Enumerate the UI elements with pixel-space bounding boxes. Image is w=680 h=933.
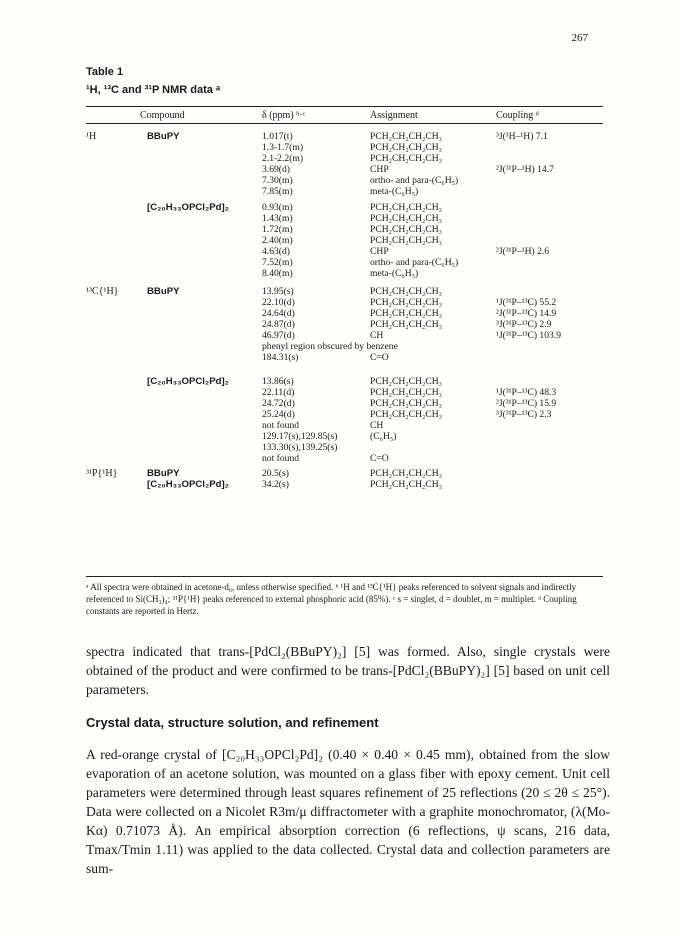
shift-cell: 1.72(m) [262,224,293,235]
assignment-cell: meta-(C₆H₅) [370,268,419,279]
shift-cell: 133.30(s),139.25(s) [262,442,338,453]
shift-cell: 7.85(m) [262,186,293,197]
col-header-shift: δ (ppm) ᵇ·ᶜ [262,110,306,121]
col-header-compound: Compound [140,110,185,121]
paragraph-1: spectra indicated that trans-[PdCl₂(BBuPY)₂] [5] was formed. Also, single crystals were obtained of the product and were confirmed to be trans-[PdCl₂(BBuPY)₂] [5] based on unit cell parameters. [86,644,610,697]
shift-cell: 46.97(d) [262,330,295,341]
shift-cell: 7.30(m) [262,175,293,186]
assignment-cell: PCH₂CH₂CH₂CH₃ [370,235,443,246]
compound-label: [C₂₀H₃₃OPCl₂Pd]₂ [147,479,229,490]
assignment-cell: PCH₂CH₂CH₂CH₃ [370,479,443,490]
coupling-cell: ²J(³¹P–¹H) 14.7 [496,164,554,175]
coupling-cell: ¹J(³¹P–¹³C) 55.2 [496,297,557,308]
assignment-cell: PCH₂CH₂CH₂CH₃ [370,224,443,235]
assignment-cell: CHP [370,246,389,257]
shift-cell: 7.52(m) [262,257,293,268]
assignment-cell: PCH₂CH₂CH₂CH₃ [370,398,443,409]
coupling-cell: ¹J(³¹P–¹³C) 103.9 [496,330,562,341]
assignment-cell: PCH₂CH₂CH₂CH₃ [370,213,443,224]
shift-cell: 25.24(d) [262,409,295,420]
page-number: 267 [571,32,588,44]
coupling-cell: ²J(³¹P–¹H) 2.6 [496,246,550,257]
assignment-cell: PCH₂CH₂CH₂CH₃ [370,131,443,142]
shift-cell: 24.72(d) [262,398,295,409]
compound-label: BBuPY [147,286,180,297]
assignment-cell: ortho- and para-(C₆H₅) [370,175,459,186]
assignment-cell: PCH₂CH₂CH₂CH₃ [370,308,443,319]
assignment-cell: PCH₂CH₂CH₂CH₃ [370,468,443,479]
compound-label: BBuPY [147,468,180,479]
table-footnote: ᵃ All spectra were obtained in acetone-d₆, unless otherwise specified. ᵇ ¹H and ¹³C{¹H} peaks referenced to solvent signals and indirectly referenced to Si(CH₃)₄; ³¹P{¹H} peaks referenced to external phosphoric acid (85%). ᶜ s = singlet, d = doublet, m = multiplet. ᵈ Coupling constants are reported in Hertz. [86,582,577,616]
assignment-cell: CH [370,330,384,341]
shift-cell: 129.17(s),129.85(s) [262,431,338,442]
table-top-rule [86,106,603,107]
shift-cell: 20.5(s) [262,468,289,479]
shift-cell: 22.10(d) [262,297,295,308]
nucleus-label: ³¹P{¹H} [86,468,118,479]
assignment-cell: CH [370,420,384,431]
assignment-cell: PCH₂CH₂CH₂CH₃ [370,297,443,308]
shift-cell: 13.95(s) [262,286,294,297]
table-header-rule [86,123,603,124]
table-caption: ¹H, ¹³C and ³¹P NMR data ᵃ [86,84,221,96]
shift-cell: 24.87(d) [262,319,295,330]
assignment-cell: PCH₂CH₂CH₂CH₃ [370,142,443,153]
col-header-coupling: Coupling ᵈ [496,110,539,121]
assignment-cell: PCH₂CH₂CH₂CH₃ [370,409,443,420]
shift-cell: 184.31(s) [262,352,299,363]
shift-cell: not found [262,420,300,431]
shift-cell: 1.43(m) [262,213,293,224]
shift-cell: 22.11(d) [262,387,295,398]
section-heading: Crystal data, structure solution, and refinement [86,715,379,730]
assignment-cell: PCH₂CH₂CH₂CH₃ [370,376,443,387]
shift-cell: 34.2(s) [262,479,289,490]
assignment-cell: PCH₂CH₂CH₂CH₃ [370,286,443,297]
shift-cell: 24.64(d) [262,308,295,319]
shift-cell: 3.69(d) [262,164,290,175]
assignment-cell: PCH₂CH₂CH₂CH₃ [370,202,443,213]
shift-cell: 13.86(s) [262,376,294,387]
paragraph-2: A red-orange crystal of [C₂₀H₃₃OPCl₂Pd]₂ (0.40 × 0.40 × 0.45 mm), obtained from the slow evaporation of an acetone solution, was mounted on a glass fiber with epoxy cement. Unit cell parameters were determined through least squares refinement of 25 reflections (20 ≤ 2θ ≤ 25°). Data were collected on a Nicolet R3m/μ diffractometer with a graphite monochromator, (λ(Mo-Kα) 0.71073 Å). An empirical absorption correction (6 reflections, ψ scans, 216 data, Tmax/Tmin 1.11) was applied to the data collected. Crystal data and collection parameters are sum- [86,747,610,876]
assignment-cell: C=O [370,453,389,464]
nucleus-label: ¹H [86,131,97,142]
coupling-cell: ²J(³¹P–¹³C) 14.9 [496,308,557,319]
shift-cell: phenyl region obscured by benzene [262,341,398,352]
table-title: Table 1 [86,66,124,78]
shift-cell: 2.1-2.2(m) [262,153,304,164]
assignment-cell: (C₆H₅) [370,431,397,442]
compound-label: BBuPY [147,131,180,142]
coupling-cell: ³J(³¹P–¹³C) 2.3 [496,409,552,420]
assignment-cell: PCH₂CH₂CH₂CH₃ [370,387,443,398]
shift-cell: 1.017(t) [262,131,293,142]
shift-cell: 2.40(m) [262,235,293,246]
shift-cell: 1.3-1.7(m) [262,142,304,153]
shift-cell: 0.93(m) [262,202,293,213]
compound-label: [C₂₀H₃₃OPCl₂Pd]₂ [147,376,229,387]
assignment-cell: PCH₂CH₂CH₂CH₃ [370,153,443,164]
assignment-cell: C=O [370,352,389,363]
shift-cell: 8.40(m) [262,268,293,279]
coupling-cell: ³J(¹H–¹H) 7.1 [496,131,548,142]
assignment-cell: CHP [370,164,389,175]
assignment-cell: ortho- and para-(C₆H₅) [370,257,459,268]
col-header-assignment: Assignment [370,110,418,121]
coupling-cell: ³J(³¹P–¹³C) 2.9 [496,319,552,330]
assignment-cell: PCH₂CH₂CH₂CH₃ [370,319,443,330]
table-bottom-rule [86,576,603,577]
compound-label: [C₂₀H₃₃OPCl₂Pd]₂ [147,202,229,213]
shift-cell: 4.63(d) [262,246,290,257]
assignment-cell: meta-(C₆H₅) [370,186,419,197]
coupling-cell: ¹J(³¹P–¹³C) 48.3 [496,387,557,398]
nucleus-label: ¹³C{¹H} [86,286,119,297]
coupling-cell: ²J(³¹P–¹³C) 15.9 [496,398,557,409]
shift-cell: not found [262,453,300,464]
